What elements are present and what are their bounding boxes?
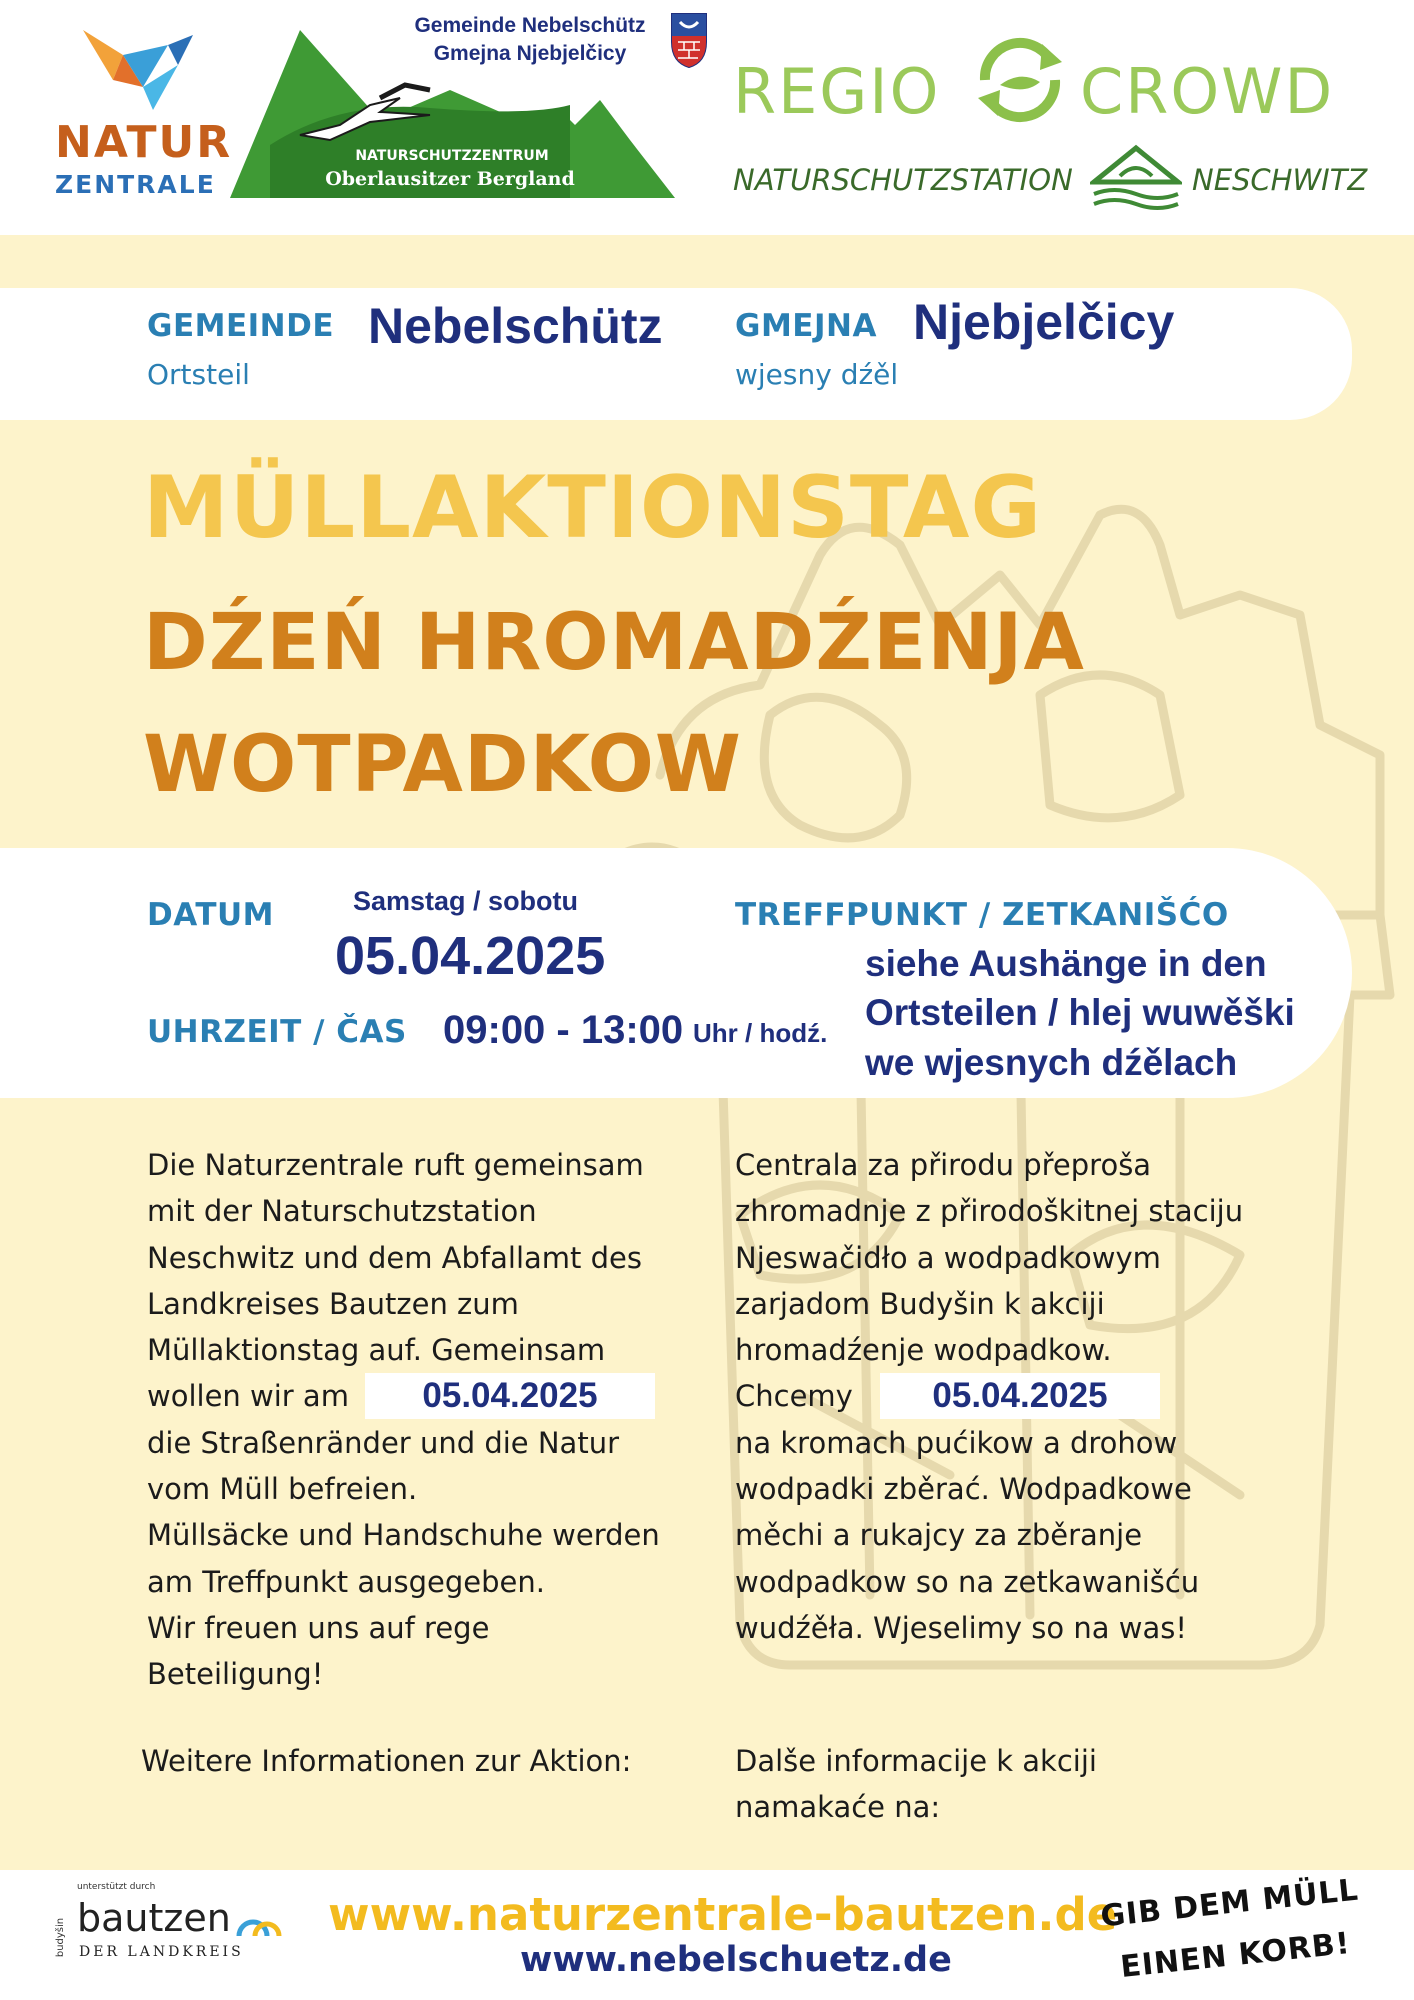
- bautzen-logo: [55, 1880, 295, 1980]
- regio-word: REGIO: [733, 55, 941, 128]
- datum-label: DATUM: [147, 897, 274, 933]
- body-de-line: am Treffpunkt ausgegeben.: [147, 1564, 545, 1599]
- treffpunkt-line-3: we wjesnych dźělach: [865, 1042, 1238, 1083]
- wjesny-label: wjesny dźěl: [735, 358, 899, 391]
- treffpunkt-label: TREFFPUNKT / ZETKANIŠĆO: [735, 897, 1229, 933]
- coat-of-arms-icon: [670, 12, 708, 68]
- body-de-line: Müllsäcke und Handschuhe werden: [147, 1518, 660, 1553]
- gemeinde-name-hsb: Gmejna Njebjelčicy: [433, 42, 627, 65]
- bautzen-main-text: bautzen: [77, 1896, 231, 1940]
- body-hsb-line: měchi a rukajcy za zběranje: [735, 1518, 1143, 1553]
- naturzentrale-logo: [55, 25, 233, 205]
- gmejna-value: Njebjelčicy: [913, 294, 1175, 350]
- bautzen-side-text: budyšin: [55, 1917, 67, 1958]
- treffpunkt-line-2: Ortsteilen / hlej wuwěški: [865, 992, 1295, 1033]
- uhrzeit-label: UHRZEIT / ČAS: [147, 1014, 407, 1050]
- body-hsb-line: na kromach pućikow a drohow: [735, 1425, 1178, 1460]
- more-info-hsb-line: Dalše informacije k akciji: [735, 1744, 1097, 1778]
- body-hsb-line: wodpadki zběrać. Wodpadkowe: [735, 1472, 1192, 1507]
- body-de-date: 05.04.2025: [365, 1373, 655, 1419]
- body-de-line: Die Naturzentrale ruft gemeinsam: [147, 1148, 644, 1182]
- body-de-line: mit der Naturschutzstation: [147, 1194, 537, 1229]
- zentrale-word: ZENTRALE: [55, 170, 216, 199]
- treffpunkt-line-1: siehe Aushänge in den: [865, 943, 1267, 984]
- body-de-line: Beteiligung!: [147, 1657, 324, 1692]
- nsz-line2: Oberlausitzer Bergland: [325, 168, 575, 190]
- slogan-line-1: GIB DEM MÜLL: [1098, 1872, 1361, 1935]
- event-date: 05.04.2025: [335, 926, 606, 986]
- body-hsb-line: wodpadkow so na zetkawanišću: [735, 1564, 1200, 1599]
- header: [0, 0, 1414, 235]
- body-hsb-line: zhromadnje z přirodoškitnej staciju: [735, 1194, 1244, 1229]
- body-hsb-line: hromadźenje wodpadkow.: [735, 1333, 1112, 1368]
- gemeinde-name-de: Gemeinde Nebelschütz: [414, 14, 646, 37]
- body-de-line: Landkreises Bautzen zum: [147, 1286, 519, 1321]
- gemeinde-value: Nebelschütz: [368, 298, 663, 354]
- title-line-2: DŹEŃ HROMADŹENJA: [143, 598, 1085, 688]
- body-hsb-line: Centrala za přirodu přeproša: [735, 1148, 1152, 1182]
- recycle-hands-icon: [970, 30, 1070, 130]
- time-unit: Uhr / hodź.: [693, 1018, 828, 1048]
- body-hsb-date: 05.04.2025: [880, 1373, 1160, 1419]
- body-hsb-line: zarjadom Budyšin k akciji: [735, 1286, 1105, 1321]
- body-german: [147, 1142, 727, 1698]
- nsz-line1: NATURSCHUTZZENTRUM: [355, 148, 549, 164]
- more-info-hsb: [735, 1738, 1097, 1831]
- url-nebelschuetz[interactable]: www.nebelschuetz.de: [520, 1940, 952, 1980]
- event-time: 09:00 - 13:00: [443, 1008, 684, 1052]
- body-hsb-line: wudźěła. Wjeselimy so na was!: [735, 1610, 1187, 1645]
- title-line-1: MÜLLAKTIONSTAG: [143, 458, 1043, 558]
- bird-icon: [83, 25, 193, 115]
- gemeinde-label: GEMEINDE: [147, 308, 335, 344]
- crowd-word: CROWD: [1080, 55, 1335, 128]
- body-de-line: Wir freuen uns auf rege: [147, 1610, 490, 1645]
- body-de-date-prefix: wollen wir am: [147, 1379, 349, 1414]
- station-logo-icon: [1090, 142, 1182, 212]
- ortsteil-label: Ortsteil: [147, 358, 250, 391]
- station-word-right: NESCHWITZ: [1192, 163, 1368, 197]
- body-hsb-line: Njeswačidło a wodpadkowym: [735, 1240, 1161, 1275]
- body-hsb-date-prefix: Chcemy: [735, 1379, 853, 1414]
- body-sorbian: [735, 1142, 1315, 1651]
- more-info-de: Weitere Informationen zur Aktion:: [141, 1744, 632, 1778]
- body-de-line: die Straßenränder und die Natur: [147, 1425, 620, 1460]
- url-naturzentrale[interactable]: www.naturzentrale-bautzen.de: [328, 1888, 1118, 1941]
- station-word-left: NATURSCHUTZSTATION: [733, 163, 1073, 197]
- weekday: Samstag / sobotu: [353, 886, 579, 916]
- gmejna-label: GMEJNA: [735, 308, 877, 344]
- more-info-hsb-line: namakaće na:: [735, 1790, 941, 1825]
- bautzen-arc-icon: [235, 1910, 285, 1940]
- body-de-line: Müllaktionstag auf. Gemeinsam: [147, 1333, 606, 1368]
- slogan-stamp: [1095, 1872, 1385, 1996]
- body-de-line: Neschwitz und dem Abfallamt des: [147, 1240, 642, 1275]
- title-line-3: WOTPADKOW: [143, 720, 742, 810]
- slogan-line-2: EINEN KORB!: [1118, 1926, 1353, 1985]
- bautzen-sub-text: DER LANDKREIS: [79, 1944, 244, 1960]
- natur-word: NATUR: [55, 117, 233, 168]
- bautzen-small-text: unterstützt durch: [77, 1882, 156, 1892]
- body-de-line: vom Müll befreien.: [147, 1472, 418, 1507]
